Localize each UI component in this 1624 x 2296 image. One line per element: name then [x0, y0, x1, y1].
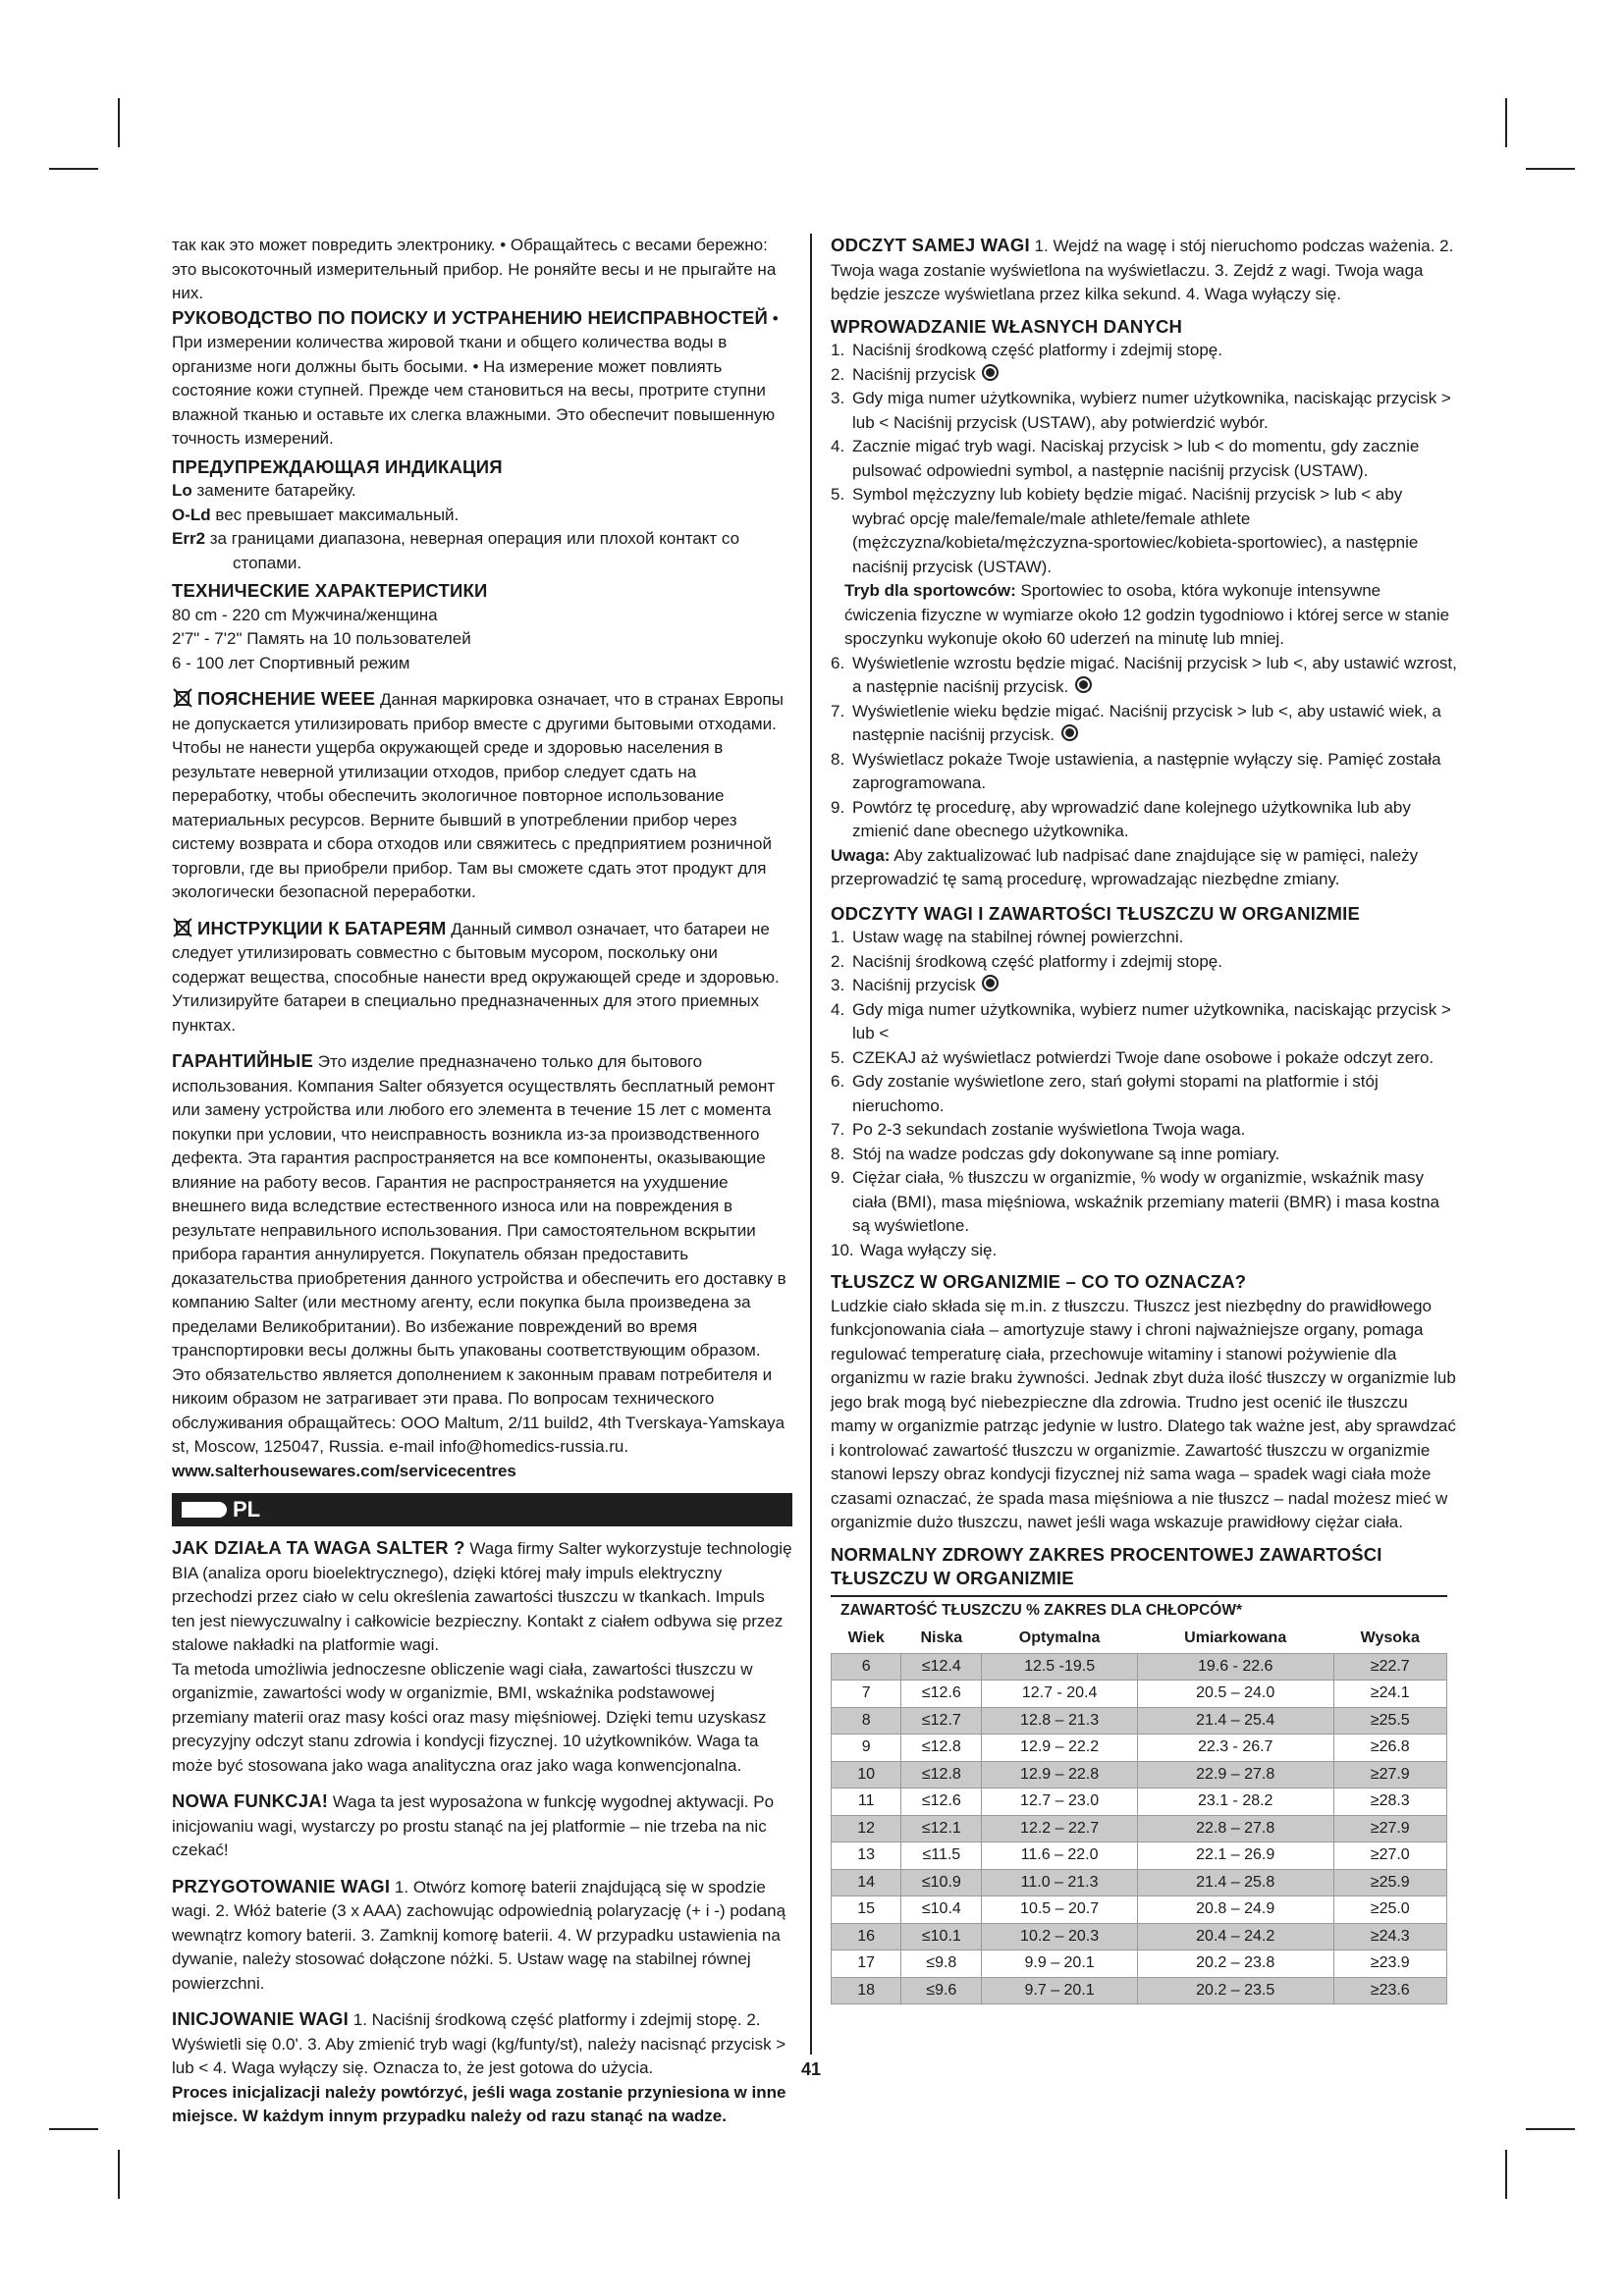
crop-mark — [1526, 168, 1575, 170]
table-row — [832, 1707, 1447, 1735]
set-button-icon — [1061, 724, 1078, 741]
arrow-icon — [182, 1502, 227, 1518]
table-cell: 20.2 – 23.8 — [1137, 1950, 1333, 1978]
table-cell: 14 — [832, 1869, 901, 1896]
list-item: 8. Wyświetlacz pokaże Twoje ustawienia, a następnie wyłączy się. Pamięć została zaprogramowana. — [831, 749, 1441, 792]
warranty-text: Это изделие предназначено только для бытового использования. Компания Salter обязуется осуществлять бесплатный ремонт или замену устройства или любого его элемента в течение 15 лет с момента покупки при условии, что неисправность возникла из-за производственного дефекта. Эта гарантия распространяется на все компоненты, оказывающие влияние на работу весов. Гарантия не распространяется на ухудшение внешнего вида вследствие естественного износа или на повреждения в результате неправильного использования. При самостоятельном вскрытии прибора гарантия аннулируется. Покупатель обязан предоставить доказательства приобретения данного устройства и обеспечить его доставку в компанию Salter (или местному агенту, если покупка была произведена за пределами Великобритании). Во избежание повреждений во время транспортировки весы должны быть упакованы соответствующим образом. Это обязательство является дополнением к законным правам потребителя и никоим образом не затрагивает эти права. По вопросам технического обслуживания обращайтесь: OOO Maltum, 2/11 build2, 4th Tverskaya-Yamskaya st, Moscow, 125047, Russia. e-mail info@homedics-russia.ru. — [172, 1052, 786, 1456]
crop-mark — [49, 2128, 98, 2130]
table-row — [832, 1815, 1447, 1842]
table-cell: 21.4 – 25.8 — [1137, 1869, 1333, 1896]
table-row — [832, 1761, 1447, 1789]
table-row — [832, 1896, 1447, 1924]
right-column — [831, 234, 1457, 2004]
page-number: 41 — [801, 2059, 822, 2079]
range-heading: NORMALNY ZDROWY ZAKRES PROCENTOWEJ ZAWARTOŚCI TŁUSZCZU W ORGANIZMIE — [831, 1543, 1382, 1588]
table-cell: 6 — [832, 1653, 901, 1681]
warning-heading: ПРЕДУПРЕЖДАЮЩАЯ ИНДИКАЦИЯ — [172, 455, 503, 477]
table-cell: ≥24.1 — [1333, 1681, 1447, 1708]
table-cell: 12.7 - 20.4 — [982, 1681, 1138, 1708]
prep-heading: PRZYGOTOWANIE WAGI — [172, 1875, 391, 1896]
crop-mark — [118, 98, 120, 147]
warranty-url[interactable]: www.salterhousewares.com/servicecentres — [172, 1461, 516, 1480]
warranty-heading: ГАРАНТИЙНЫЕ — [172, 1050, 314, 1071]
table-cell: 16 — [832, 1923, 901, 1950]
read-heading: ODCZYT SAMEJ WAGI — [831, 235, 1030, 255]
table-cell: ≤12.4 — [901, 1653, 982, 1681]
table-cell: 12.8 – 21.3 — [982, 1707, 1138, 1735]
language-bar — [172, 1493, 792, 1526]
list-item: 7. Wyświetlenie wieku będzie migać. Naciśnij przycisk > lub <, aby ustawić wiek, a następnie naciśnij przycisk. — [831, 701, 1441, 744]
table-cell: ≤12.8 — [901, 1761, 982, 1789]
intro-text: так как это может повредить электронику. • Обращайтесь с весами бережно: это высокоточный измерительный прибор. Не роняйте весы и не прыгайте на них. — [172, 236, 777, 302]
left-column — [172, 234, 792, 2129]
how-text-2: Ta metoda umożliwia jednoczesne obliczenie wagi ciała, zawartości tłuszczu w organizmie, zawartości wody w organizmie, BMI, wskaźnika podstawowej przemiany materii oraz masy kości oraz masy mięśniowej. Dzięki temu uzyskasz precyzyjny odczyt stanu zdrowia i kondycji fizycznej. 10 użytkowników. Waga ta może być stosowana jako waga analityczna oraz jako waga konwencjonalna. — [172, 1659, 767, 1775]
crop-mark — [1526, 2128, 1575, 2130]
table-cell: ≤12.7 — [901, 1707, 982, 1735]
init-text: 1. Naciśnij środkową część platformy i zdejmij stopę. 2. Wyświetli się 0.0'. 3. Aby zmienić tryb wagi (kg/funty/st), należy nacisnąć przycisk > lub < 4. Waga wyłączy się. Oznacza to, że jest gotowa do użycia. — [172, 2010, 786, 2077]
list-item: 1. Ustaw wagę na stabilnej równej powierzchni. — [831, 928, 1184, 946]
list-item: 9. Powtórz tę procedurę, aby wprowadzić dane kolejnego użytkownika lub aby zmienić dane obecnego użytkownika. — [831, 797, 1411, 840]
table-cell: ≥23.9 — [1333, 1950, 1447, 1978]
new-feature-heading: NOWA FUNKCJA! — [172, 1790, 329, 1811]
table-cell: 10 — [832, 1761, 901, 1789]
table-cell: ≥27.0 — [1333, 1842, 1447, 1870]
weee-heading: ПОЯСНЕНИЕ WEEE — [197, 688, 376, 709]
table-row — [832, 1977, 1447, 2004]
table-cell: 9 — [832, 1735, 901, 1762]
list-item: 2. Naciśnij przycisk — [831, 363, 1457, 388]
table-cell: ≤12.6 — [901, 1789, 982, 1816]
table-cell: 20.8 – 24.9 — [1137, 1896, 1333, 1924]
list-item: 9. Ciężar ciała, % tłuszczu w organizmie, % wody w organizmie, wskaźnik masy ciała (BMI), masa mięśniowa, wskaźnik przemiany materii (BMR) i masa kostna są wyświetlone. — [831, 1168, 1439, 1235]
table-row — [832, 1950, 1447, 1978]
battery-bin-icon — [172, 917, 193, 938]
what-heading: TŁUSZCZ W ORGANIZMIE – CO TO OZNACZA? — [831, 1271, 1247, 1292]
list-item: 5. CZEKAJ aż wyświetlacz potwierdzi Twoje dane osobowe i pokaże odczyt zero. — [831, 1047, 1435, 1067]
table-cell: 9.7 – 20.1 — [982, 1977, 1138, 2004]
table-row — [832, 1869, 1447, 1896]
troubleshooting-text: • При измерении количества жировой ткани и общего количества воды в организме ноги должны быть босыми. • На измерение может повлиять состояние кожи ступней. Прежде чем становиться на весы, протрите ступни влажной тканью и оставьте их слегка влажными. Это обеспечит повышенную точность измерений. — [172, 308, 779, 448]
table-cell: 22.1 – 26.9 — [1137, 1842, 1333, 1870]
set-button-icon — [982, 364, 999, 381]
set-button-icon — [1075, 676, 1092, 693]
table-cell: ≥26.8 — [1333, 1735, 1447, 1762]
prep-text: 1. Otwórz komorę baterii znajdującą się w spodzie wagi. 2. Włóż baterie (3 x AAA) zachowując odpowiednią polaryzację (+ i -) podaną wewnątrz komory baterii. 3. Zamknij komorę baterii. 4. W przypadku ustawienia na dywanie, należy stosować dołączone nóżki. 5. Ustaw wagę na stabilnej równej powierzchni. — [172, 1877, 786, 1993]
list-item: 4. Zacznie migać tryb wagi. Naciskaj przycisk > lub < do momentu, gdy zacznie pulsować odpowiedni symbol, a następnie naciśnij przycisk (USTAW). — [831, 437, 1420, 480]
table-cell: 12.5 -19.5 — [982, 1653, 1138, 1681]
weee-text: Данная маркировка означает, что в странах Европы не допускается утилизировать прибор вместе с другими бытовыми отходами. Чтобы не нанести ущерба окружающей среде и здоровью населения в результате неверной утилизации отходов, прибор следует сдать на переработку, чтобы обеспечить экологичное повторное использование материальных ресурсов. Верните бывший в употреблении прибор через систему возврата и сбора отходов или свяжитесь с предприятием розничной торговли, где вы приобрели прибор. Там вы сможете сдать этот продукт для экологически безопасной переработки. — [172, 690, 784, 901]
set-button-icon — [982, 975, 999, 991]
read-text: 1. Wejdź na wagę i stój nieruchomo podczas ważenia. 2. Twoja waga zostanie wyświetlona na wyświetlaczu. 3. Zejdź z wagi. Twoja waga będzie jeszcze wyświetlana przez kilka sekund. 4. Waga wyłączy się. — [831, 237, 1454, 303]
table-row — [832, 1653, 1447, 1681]
list-item: 6. Gdy zostanie wyświetlone zero, stań gołymi stopami na platformie i stój nieruchomo. — [831, 1072, 1379, 1115]
table-cell: 8 — [832, 1707, 901, 1735]
table-cell: ≥27.9 — [1333, 1761, 1447, 1789]
language-label: PL — [233, 1496, 261, 1522]
list-item: 3. Naciśnij przycisk — [831, 974, 1457, 998]
table-cell: ≤9.6 — [901, 1977, 982, 2004]
warning-line: стопами. — [233, 553, 302, 572]
how-text: Waga firmy Salter wykorzystuje technologię BIA (analiza oporu bioelektrycznego), dzięki której mały impuls elektryczny przechodzi przez ciało w celu określenia zawartości tłuszczu w tkankach. Impuls ten jest niewyczuwalny i całkowicie bezpieczny. Kontakt z ciałem odbywa się przez stalowe nakładki na platformie wagi. — [172, 1539, 792, 1654]
list-item: 2. Naciśnij środkową część platformy i zdejmij stopę. — [831, 951, 1222, 971]
table-cell: ≥25.9 — [1333, 1869, 1447, 1896]
table-cell: ≥25.5 — [1333, 1707, 1447, 1735]
table-row — [832, 1842, 1447, 1870]
table-cell: 13 — [832, 1842, 901, 1870]
table-cell: 10.5 – 20.7 — [982, 1896, 1138, 1924]
fat-readings-heading: ODCZYTY WAGI I ZAWARTOŚCI TŁUSZCZU W ORGANIZMIE — [831, 902, 1361, 924]
table-cell: 10.2 – 20.3 — [982, 1923, 1138, 1950]
input-steps-continued — [831, 652, 1457, 844]
table-cell: 11 — [832, 1789, 901, 1816]
list-item: 1. Naciśnij środkową część platformy i zdejmij stopę. — [831, 341, 1222, 359]
table-header-row: Wiek Niska Optymalna Umiarkowana Wysoka — [832, 1625, 1447, 1653]
table-cell: ≥25.0 — [1333, 1896, 1447, 1924]
crop-mark — [118, 2150, 120, 2199]
table-row — [832, 1923, 1447, 1950]
spec-line: 2'7" - 7'2" Память на 10 пользователей — [172, 629, 471, 648]
init-heading: INICJOWANIE WAGI — [172, 2008, 349, 2029]
table-cell: 9.9 – 20.1 — [982, 1950, 1138, 1978]
fat-steps — [831, 926, 1457, 1262]
crop-mark — [1505, 2150, 1507, 2199]
warning-line: Err2 за границами диапазона, неверная операция или плохой контакт со — [172, 529, 740, 548]
table-cell: ≤10.4 — [901, 1896, 982, 1924]
specs-heading: ТЕХНИЧЕСКИЕ ХАРАКТЕРИСТИКИ — [172, 580, 488, 601]
how-heading: JAK DZIAŁA TA WAGA SALTER ? — [172, 1537, 465, 1558]
spec-line: 80 cm - 220 cm Мужчина/женщина — [172, 605, 438, 624]
table-cell: 17 — [832, 1950, 901, 1978]
athlete-heading: Tryb dla sportowców: — [844, 581, 1016, 600]
table-cell: 19.6 - 22.6 — [1137, 1653, 1333, 1681]
list-item: 3. Gdy miga numer użytkownika, wybierz numer użytkownika, naciskając przycisk > lub < Naciśnij przycisk (USTAW), aby potwierdzić wybór. — [831, 389, 1451, 432]
note-text: Aby zaktualizować lub nadpisać dane znajdujące się w pamięci, należy przeprowadzić tę samą procedurę, wprowadzając niezbędne zmiany. — [831, 845, 1419, 888]
table-cell: 11.6 – 22.0 — [982, 1842, 1138, 1870]
list-item: 4. Gdy miga numer użytkownika, wybierz numer użytkownika, naciskając przycisk > lub < — [831, 999, 1451, 1042]
table-cell: 12.2 – 22.7 — [982, 1815, 1138, 1842]
crop-mark — [49, 168, 98, 170]
table-cell: ≤12.6 — [901, 1681, 982, 1708]
table-cell: ≤12.1 — [901, 1815, 982, 1842]
fat-range-table — [831, 1595, 1447, 2005]
table-cell: ≤10.9 — [901, 1869, 982, 1896]
spec-line: 6 - 100 лет Спортивный режим — [172, 653, 410, 672]
table-cell: 12.7 – 23.0 — [982, 1789, 1138, 1816]
table-cell: 20.2 – 23.5 — [1137, 1977, 1333, 2004]
list-item: 10. Waga wyłączy się. — [831, 1240, 998, 1259]
table-cell: 22.3 - 26.7 — [1137, 1735, 1333, 1762]
table-cell: 12.9 – 22.2 — [982, 1735, 1138, 1762]
table-cell: ≤12.8 — [901, 1735, 982, 1762]
list-item: 6. Wyświetlenie wzrostu będzie migać. Naciśnij przycisk > lub <, aby ustawić wzrost, a następnie naciśnij przycisk. — [831, 653, 1457, 696]
crop-mark — [1505, 98, 1507, 147]
table-cell: 12 — [832, 1815, 901, 1842]
table-cell: 18 — [832, 1977, 901, 2004]
table-cell: 23.1 - 28.2 — [1137, 1789, 1333, 1816]
table-cell: ≤11.5 — [901, 1842, 982, 1870]
note-heading: Uwaga: — [831, 845, 891, 865]
table-cell: ≥27.9 — [1333, 1815, 1447, 1842]
table-cell: 7 — [832, 1681, 901, 1708]
table-cell: 20.5 – 24.0 — [1137, 1681, 1333, 1708]
what-text: Ludzkie ciało składa się m.in. z tłuszczu. Tłuszcz jest niezbędny do prawidłowego funkcjonowania ciała – amortyzuje stawy i chroni najważniejsze organy, pomaga regulować temperaturę ciała, przechowuje witaminy i stanowi pożywienie dla organizmu w razie braku żywności. Jednak zbyt duża ilość tłuszczy w organizmie lub jego brak mogą być niebezpieczne dla zdrowia. Trudno jest ocenić ile tłuszczu mamy w organizmie patrząc jedynie w lustro. Dlatego tak ważne jest, aby sprawdzać i kontrolować zawartość tłuszczu w organizmie. Zawartość tłuszczu w organizmie stanowi lepszy obraz kondycji fizycznej niż sama waga – spadek wagi ciała może czasami oznaczać, że spada masa mięśniowa a nie tłuszcz – nadal możesz mieć w organizmie dużo tłuszczu, nawet jeśli waga wskazuje prawidłowy ciężar ciała. — [831, 1296, 1456, 1531]
weee-bin-icon — [172, 687, 193, 709]
table-cell: 12.9 – 22.8 — [982, 1761, 1138, 1789]
warning-line: Lo замените батарейку. — [172, 481, 356, 500]
table-cell: ≥28.3 — [1333, 1789, 1447, 1816]
list-item: 7. Po 2-3 sekundach zostanie wyświetlona Twoja waga. — [831, 1120, 1246, 1139]
table-cell: 21.4 – 25.4 — [1137, 1707, 1333, 1735]
athlete-text: Sportowiec to osoba, która wykonuje intensywne ćwiczenia fizyczne w wymiarze około 12 godzin tygodniowo i której serce w stanie spoczynku wykonuje około 60 uderzeń na minutę lub mniej. — [844, 581, 1450, 648]
table-cell: 20.4 – 24.2 — [1137, 1923, 1333, 1950]
table-caption: ZAWARTOŚĆ TŁUSZCZU % ZAKRES DLA CHŁOPCÓW* — [831, 1595, 1447, 1626]
new-feature-text: Waga ta jest wyposażona w funkcję wygodnej aktywacji. Po inicjowaniu wagi, wystarczy po prostu stanąć na jej platformie – nie trzeba na nic czekać! — [172, 1792, 775, 1859]
table-cell: ≥24.3 — [1333, 1923, 1447, 1950]
battery-heading: ИНСТРУКЦИИ К БАТАРЕЯМ — [197, 917, 447, 938]
table-cell: ≥22.7 — [1333, 1653, 1447, 1681]
table-cell: 22.8 – 27.8 — [1137, 1815, 1333, 1842]
table-cell: 15 — [832, 1896, 901, 1924]
table-cell: ≥23.6 — [1333, 1977, 1447, 2004]
table-cell: 22.9 – 27.8 — [1137, 1761, 1333, 1789]
table-cell: 11.0 – 21.3 — [982, 1869, 1138, 1896]
troubleshooting-heading: РУКОВОДСТВО ПО ПОИСКУ И УСТРАНЕНИЮ НЕИСПРАВНОСТЕЙ — [172, 306, 768, 328]
input-steps — [831, 339, 1457, 579]
table-cell: ≤10.1 — [901, 1923, 982, 1950]
table-row — [832, 1789, 1447, 1816]
list-item: 8. Stój na wadze podczas gdy dokonywane są inne pomiary. — [831, 1144, 1280, 1163]
list-item: 5. Symbol mężczyzny lub kobiety będzie migać. Naciśnij przycisk > lub < aby wybrać opcję male/female/male athlete/female athlete (mężczyzna/kobieta/mężczyzna-sportowiec/kobieta-sportowiec), a następnie naciśnij przycisk (USTAW). — [831, 485, 1419, 576]
table-row — [832, 1735, 1447, 1762]
warning-line: O-Ld вес превышает максимальный. — [172, 505, 460, 524]
column-divider — [810, 234, 812, 2055]
battery-text: Данный символ означает, что батареи не следует утилизировать совместно с бытовым мусором, поскольку они содержат вещества, способные нанести вред окружающей среде и здоровью. Утилизируйте батареи в специально предназначенных для этого приемных пунктах. — [172, 919, 780, 1035]
table-cell: ≤9.8 — [901, 1950, 982, 1978]
table-row — [832, 1681, 1447, 1708]
init-bold-note: Proces inicjalizacji należy powtórzyć, jeśli waga zostanie przyniesiona w inne miejsce. W każdym innym przypadku należy od razu stanąć na wadze. — [172, 2082, 786, 2125]
input-heading: WPROWADZANIE WŁASNYCH DANYCH — [831, 315, 1183, 337]
